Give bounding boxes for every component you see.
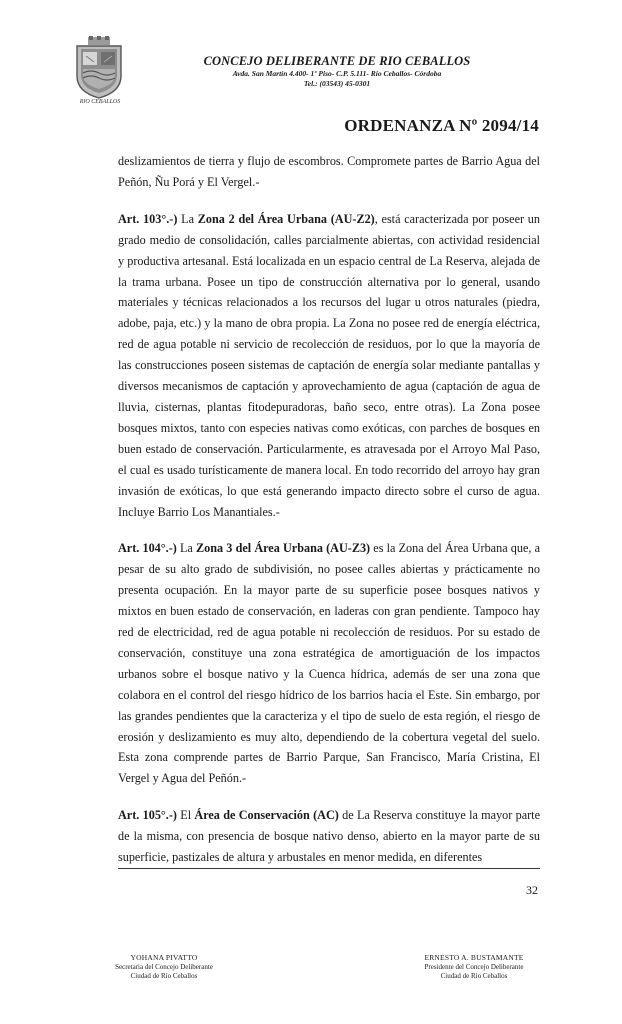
paragraph-continuation (118, 151, 540, 193)
text-segment: de La Reserva constituye la mayor parte de la misma, con presencia de bosque nativo denso, abierto en la mayor parte de su superficie, pastizales de altura y arbustales en menor medida, en diferentes (118, 808, 540, 865)
signatory-place: Ciudad de Río Ceballos (440, 972, 508, 980)
signature-block-president (404, 953, 544, 982)
signatory-name: ERNESTO A. BUSTAMANTE (424, 953, 524, 962)
signatory-role: Secretaria del Concejo Deliberante (115, 962, 213, 971)
text-segment: es la Zona del Área Urbana que, a pesar de su alto grado de subdivisión, no posee calles abiertas y prácticamente no presenta ocupación. En la mayor parte de su superficie posee bosques nativos y mixtos en buen estado de conservación, en laderas con gran pendiente. Tampoco hay red de electricidad, red de agua potable ni recolección de residuos. Por su estado de conservación, constituye una zona estratégica de amortiguación de los impactos urbanos sobre el bosque nativo y la Cuenca hídrica, además de ser una zona que colabora en el control del riesgo hídrico de los barrios hacia el Este. Sin embargo, por las grandes pendientes que la caracteriza y el tipo de suelo de esta región, el riesgo de erosión y deslizamiento es muy alto, dependiendo de la cobertura vegetal del suelo. Esta zona comprende partes de Barrio Parque, San Francisco, María Cristina, El Vergel y Agua del Peñón.- (118, 541, 541, 786)
text-segment: deslizamientos de tierra y flujo de escombros. Compromete partes de Barrio Agua del Peñón, Ñu Porá y El Vergel.- (118, 154, 540, 189)
article-103 (118, 209, 540, 523)
text-segment: El (176, 808, 195, 823)
signature-block-secretary (104, 953, 224, 982)
zone-name: Zona 2 del Área Urbana (AU-Z2) (197, 211, 375, 226)
article-105 (118, 805, 540, 868)
document-body (118, 151, 540, 868)
article-number: Art. 103°.-) (118, 211, 178, 226)
article-104 (118, 538, 540, 789)
zone-name: Zona 3 del Área Urbana (AU-Z3) (196, 541, 371, 556)
organization-address: Avda. San Martín 4.400- 1º Piso- C.P. 5.111- Río Ceballos- Córdoba (232, 69, 442, 78)
article-number: Art. 104°.-) (118, 541, 177, 556)
footer-divider (118, 868, 540, 869)
text-segment: La (176, 541, 197, 556)
area-name: Área de Conservación (AC) (194, 808, 339, 823)
signatory-name: YOHANA PIVATTO (130, 953, 198, 962)
text-segment: , está caracterizada por poseer un grado medio de consolidación, calles parcialmente abiertas, con actividad residencial y productiva artesanal. Está localizada en un espacio central de La Reserva, alejada de la trama urbana. Posee un tipo de construcción alternativa por lo general, usando materiales y técnicas relacionados a los recursos del lugar u otros naturales (piedra, adobe, paja, etc.) y la mano de obra propia. La Zona no posee red de energía eléctrica, red de agua potable ni servicio de recolección de residuos, por lo que la mayoría de las construcciones poseen sistemas de captación de energía solar mediante pantallas y diversos mecanismos de captación y aprovechamiento de agua (captación de agua de lluvia, cisternas, plantas fitodepuradoras, baño seco, entre otras). La Zona posee bosques mixtos, tanto con especies nativas como exóticas, con parches de bosques en buen estado de conservación. Particularmente, es atravesada por el Arroyo Mal Paso, el cual es usado turísticamente de manera local. En todo recorrido del arroyo hay gran invasión de exóticas, lo que está generando impacto directo sobre el curso de agua. Incluye Barrio Los Manantiales.- (118, 211, 540, 519)
organization-name: CONCEJO DELIBERANTE DE RIO CEBALLOS (203, 54, 471, 68)
signatory-place: Ciudad de Río Ceballos (130, 972, 198, 980)
organization-phone: Tel.: (03543) 45-0301 (303, 79, 371, 88)
signatory-role: Presidente del Concejo Deliberante (424, 962, 524, 971)
text-segment: La (177, 211, 198, 226)
article-number: Art. 105°.-) (118, 808, 177, 823)
seal-caption: RIO CEBALLOS (79, 99, 121, 105)
page-number: 32 (526, 883, 538, 897)
ordinance-title: ORDENANZA Nº 2094/14 (344, 116, 539, 135)
